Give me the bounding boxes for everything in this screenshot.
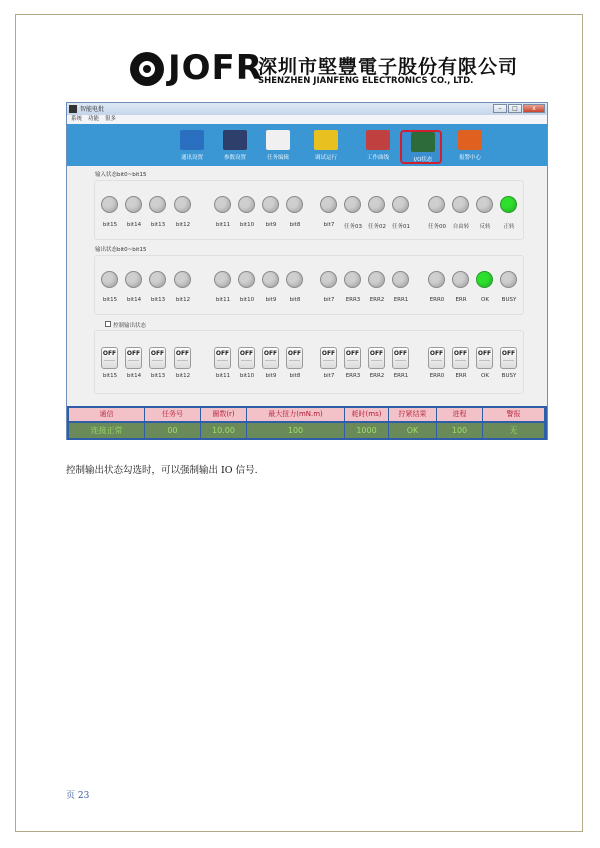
input-bit-label: bit14 [126,222,142,228]
output-bit-led [392,271,409,288]
toolbar-button-2[interactable] [257,130,299,164]
menu-item-system[interactable]: 系统 [71,116,83,122]
input-bit-led [262,196,279,213]
toolbar-button-label: 参数设置 [223,155,246,161]
control-bit-label: bit15 [102,373,118,379]
document-icon [266,130,290,150]
status-value-cell: 100 [247,423,345,438]
input-bit-led [214,196,231,213]
input-bit-led [452,196,469,213]
output-bit-led [286,271,303,288]
toolbar-button-1[interactable] [214,130,256,164]
alarm-icon [458,130,482,150]
status-value-cell: 100 [437,423,483,438]
output-toggle-button[interactable]: OFF [286,347,303,369]
output-toggle-button[interactable]: OFF [174,347,191,369]
page-number: 页 23 [66,791,90,801]
output-toggle-button[interactable]: OFF [262,347,279,369]
input-bit-led [149,196,166,213]
output-bit-led [368,271,385,288]
output-bit-led [214,271,231,288]
input-bit-label: 任务00 [428,224,446,230]
output-bit-label: bit11 [215,297,231,303]
network-icon [180,130,204,150]
input-bit-led [174,196,191,213]
app-window [66,102,548,440]
control-bit-label: bit8 [289,373,301,379]
status-header-cell: 耗时(ms) [345,408,389,421]
input-bit-label: 任务01 [392,224,410,230]
company-name-en: SHENZHEN JIANFENG ELECTRONICS CO., LTD. [258,76,474,86]
status-header-cell: 最大扭力(mN.m) [247,408,345,421]
output-bit-label: bit15 [102,297,118,303]
output-bit-label: ERR0 [429,297,445,303]
control-bit-label: bit12 [175,373,191,379]
close-button[interactable]: x [523,104,545,113]
window-title: 智能电批 [80,106,105,113]
input-bit-led [392,196,409,213]
screwdriver-icon [223,130,247,150]
input-bit-label: bit9 [265,222,277,228]
status-header-cell: 任务号 [145,408,201,421]
menu-bar [67,115,547,124]
input-bit-label: bit8 [289,222,301,228]
status-header-cell: 拧紧结果 [389,408,437,421]
output-bit-led [344,271,361,288]
input-bit-label: 反转 [479,224,491,230]
input-bit-label: 自由转 [452,224,470,230]
input-bit-label: bit12 [175,222,191,228]
output-bit-label: bit9 [265,297,277,303]
status-value-cell: 00 [145,423,201,438]
output-toggle-button[interactable]: OFF [392,347,409,369]
caption: 控制输出状态勾选时，可以强制输出 IO 信号. [66,465,258,476]
output-bit-led [428,271,445,288]
output-bit-led [174,271,191,288]
output-section-title: 输出状态bit0~bit15 [95,247,147,253]
control-bit-label: OK [481,373,489,379]
output-bit-label: bit7 [323,297,335,303]
output-bit-led [476,271,493,288]
output-toggle-button[interactable]: OFF [344,347,361,369]
output-bit-led [452,271,469,288]
toolbar [67,124,547,166]
toolbar-button-5[interactable] [400,130,442,164]
io-board-icon [411,132,435,152]
input-bit-label: bit10 [239,222,255,228]
input-bit-led [500,196,517,213]
output-bit-label: OK [481,297,489,303]
toolbar-button-label: 任务编辑 [266,155,289,161]
toolbar-button-label: 调试运行 [314,155,337,161]
output-bit-label: bit12 [175,297,191,303]
input-bit-led [125,196,142,213]
output-bit-label: ERR2 [369,297,385,303]
output-bit-label: ERR [455,297,467,303]
toolbar-button-label: 通讯设置 [180,155,203,161]
status-value-cell: 10.00 [201,423,247,438]
control-bit-label: ERR1 [393,373,409,379]
output-toggle-button[interactable]: OFF [320,347,337,369]
output-toggle-button[interactable]: OFF [452,347,469,369]
input-bit-led [368,196,385,213]
input-bit-led [286,196,303,213]
control-bit-label: bit11 [215,373,231,379]
output-bit-led [262,271,279,288]
status-value-cell: 无 [483,423,545,438]
control-bit-label: ERR2 [369,373,385,379]
output-bit-label: bit10 [239,297,255,303]
output-toggle-button[interactable]: OFF [238,347,255,369]
output-toggle-button[interactable]: OFF [428,347,445,369]
debug-icon [314,130,338,150]
output-bit-label: BUSY [501,297,517,303]
input-bit-led [428,196,445,213]
title-bar [67,103,547,115]
control-bit-label: bit10 [239,373,255,379]
output-toggle-button[interactable]: OFF [368,347,385,369]
input-bit-led [476,196,493,213]
output-bit-label: bit8 [289,297,301,303]
output-toggle-button[interactable]: OFF [101,347,118,369]
output-toggle-button[interactable]: OFF [500,347,517,369]
status-header-cell: 进程 [437,408,483,421]
control-output-checkbox[interactable] [105,321,111,327]
output-toggle-button[interactable]: OFF [214,347,231,369]
input-section-title: 输入状态bit0~bit15 [95,172,147,178]
control-bit-label: bit14 [126,373,142,379]
status-value-cell: OK [389,423,437,438]
chart-icon [366,130,390,150]
input-bit-led [320,196,337,213]
output-toggle-button[interactable]: OFF [476,347,493,369]
toolbar-button-label: I/O状态 [413,157,433,163]
maximize-button[interactable]: □ [508,104,522,113]
status-header-cell: 警报 [483,408,545,421]
input-bit-led [238,196,255,213]
status-value-cell: 连接正常 [69,423,145,438]
control-bit-label: ERR [455,373,467,379]
input-bit-label: bit11 [215,222,231,228]
output-bit-led [320,271,337,288]
input-bit-label: bit15 [102,222,118,228]
status-bar [67,406,547,440]
toolbar-button-4[interactable] [357,130,399,164]
control-bit-label: bit13 [150,373,166,379]
input-bit-label: 正转 [503,224,515,230]
company-header [130,48,519,90]
output-bit-led [149,271,166,288]
io-content [67,166,547,406]
output-bit-led [101,271,118,288]
input-bit-label: 任务03 [344,224,362,230]
app-icon [69,105,77,113]
menu-item-function[interactable]: 功能 [88,116,100,122]
status-header-cell: 圈数(r) [201,408,247,421]
control-bit-label: ERR0 [429,373,445,379]
control-bit-label: bit9 [265,373,277,379]
toolbar-button-3[interactable] [305,130,347,164]
status-values [69,423,545,438]
output-toggle-button[interactable]: OFF [149,347,166,369]
output-toggle-button[interactable]: OFF [125,347,142,369]
output-bit-led [500,271,517,288]
output-bit-label: ERR3 [345,297,361,303]
input-bit-label: bit7 [323,222,335,228]
output-bit-label: ERR1 [393,297,409,303]
toolbar-button-label: 报警中心 [458,155,481,161]
minimize-button[interactable]: – [493,104,507,113]
logo-word: JOFR [168,48,263,88]
output-bit-led [125,271,142,288]
company-name-cn: 深圳市堅豐電子股份有限公司 [258,56,519,78]
control-bit-label: ERR3 [345,373,361,379]
menu-item-more[interactable]: 很多 [105,116,117,122]
status-headers [69,408,545,421]
toolbar-button-6[interactable] [449,130,491,164]
gear-logo-icon [130,52,164,86]
output-bit-label: bit14 [126,297,142,303]
toolbar-button-0[interactable] [171,130,213,164]
status-value-cell: 1000 [345,423,389,438]
output-bit-label: bit13 [150,297,166,303]
control-bit-label: bit7 [323,373,335,379]
status-header-cell: 通信 [69,408,145,421]
control-bit-label: BUSY [501,373,517,379]
control-output-label: 控制输出状态 [113,323,147,329]
input-bit-label: 任务02 [368,224,386,230]
input-bit-label: bit13 [150,222,166,228]
toolbar-button-label: 工作曲线 [366,155,389,161]
input-bit-led [101,196,118,213]
output-bit-led [238,271,255,288]
input-bit-led [344,196,361,213]
